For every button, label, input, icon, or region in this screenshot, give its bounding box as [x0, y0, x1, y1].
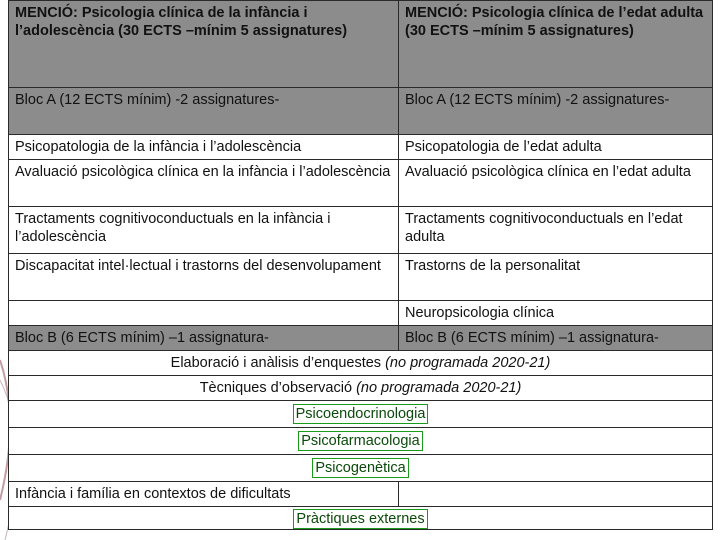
subjects-table — [8, 0, 713, 530]
green-row — [9, 401, 713, 428]
bloc-b-left: Bloc B (6 ECTS mínim) –1 assignatura- — [9, 326, 399, 351]
table-row — [9, 160, 713, 207]
row-right: Avaluació psicològica clínica en l’edat adulta — [399, 160, 713, 207]
header-row — [9, 1, 713, 88]
row-left: Discapacitat intel·lectual i trastorns del desenvolupament — [9, 254, 399, 301]
shared-subject — [9, 351, 713, 376]
row-left — [9, 301, 399, 326]
row-left: Infància i família en contextos de dificultats — [9, 482, 399, 507]
bloc-b-row — [9, 326, 713, 351]
row-left: Psicopatologia de la infància i l’adolescència — [9, 135, 399, 160]
table-row — [9, 301, 713, 326]
shared-row — [9, 376, 713, 401]
row-right: Trastorns de la personalitat — [399, 254, 713, 301]
cut-off-subject: Pràctiques externes — [293, 509, 427, 529]
header-right: MENCIÓ: Psicologia clínica de l’edat adulta (30 ECTS –mínim 5 assignatures) — [399, 1, 713, 88]
bloc-a-left: Bloc A (12 ECTS mínim) -2 assignatures- — [9, 88, 399, 135]
table-row — [9, 207, 713, 254]
bloc-a-row — [9, 88, 713, 135]
header-left: MENCIÓ: Psicologia clínica de la infància i l’adolescència (30 ECTS –mínim 5 assignatures) — [9, 1, 399, 88]
shared-subject-name: Tècniques d’observació — [199, 380, 353, 396]
bloc-a-right: Bloc A (12 ECTS mínim) -2 assignatures- — [399, 88, 713, 135]
bloc-b-right: Bloc B (6 ECTS mínim) –1 assignatura- — [399, 326, 713, 351]
cut-off-cell — [9, 507, 713, 530]
green-subject: Psicofarmacologia — [298, 431, 422, 451]
cut-off-row — [9, 507, 713, 530]
row-right: Tractaments cognitivoconductuals en l’edat adulta — [399, 207, 713, 254]
row-right — [399, 482, 713, 507]
shared-subject — [9, 376, 713, 401]
table-row — [9, 482, 713, 507]
shared-subject-note: (no programada 2020-21) — [385, 355, 551, 371]
green-row — [9, 455, 713, 482]
row-right: Neuropsicologia clínica — [399, 301, 713, 326]
green-subject: Psicoendocrinologia — [293, 404, 429, 424]
shared-subject-name: Elaboració i anàlisis d’enquestes — [170, 355, 382, 371]
green-subject-cell — [9, 401, 713, 428]
shared-subject-note: (no programada 2020-21) — [356, 380, 522, 396]
green-row — [9, 428, 713, 455]
row-left: Tractaments cognitivoconductuals en la infància i l’adolescència — [9, 207, 399, 254]
table-row — [9, 135, 713, 160]
table-row — [9, 254, 713, 301]
green-subject: Psicogenètica — [312, 458, 408, 478]
row-right: Psicopatologia de l’edat adulta — [399, 135, 713, 160]
green-subject-cell — [9, 455, 713, 482]
row-left: Avaluació psicològica clínica en la infància i l’adolescència — [9, 160, 399, 207]
green-subject-cell — [9, 428, 713, 455]
shared-row — [9, 351, 713, 376]
